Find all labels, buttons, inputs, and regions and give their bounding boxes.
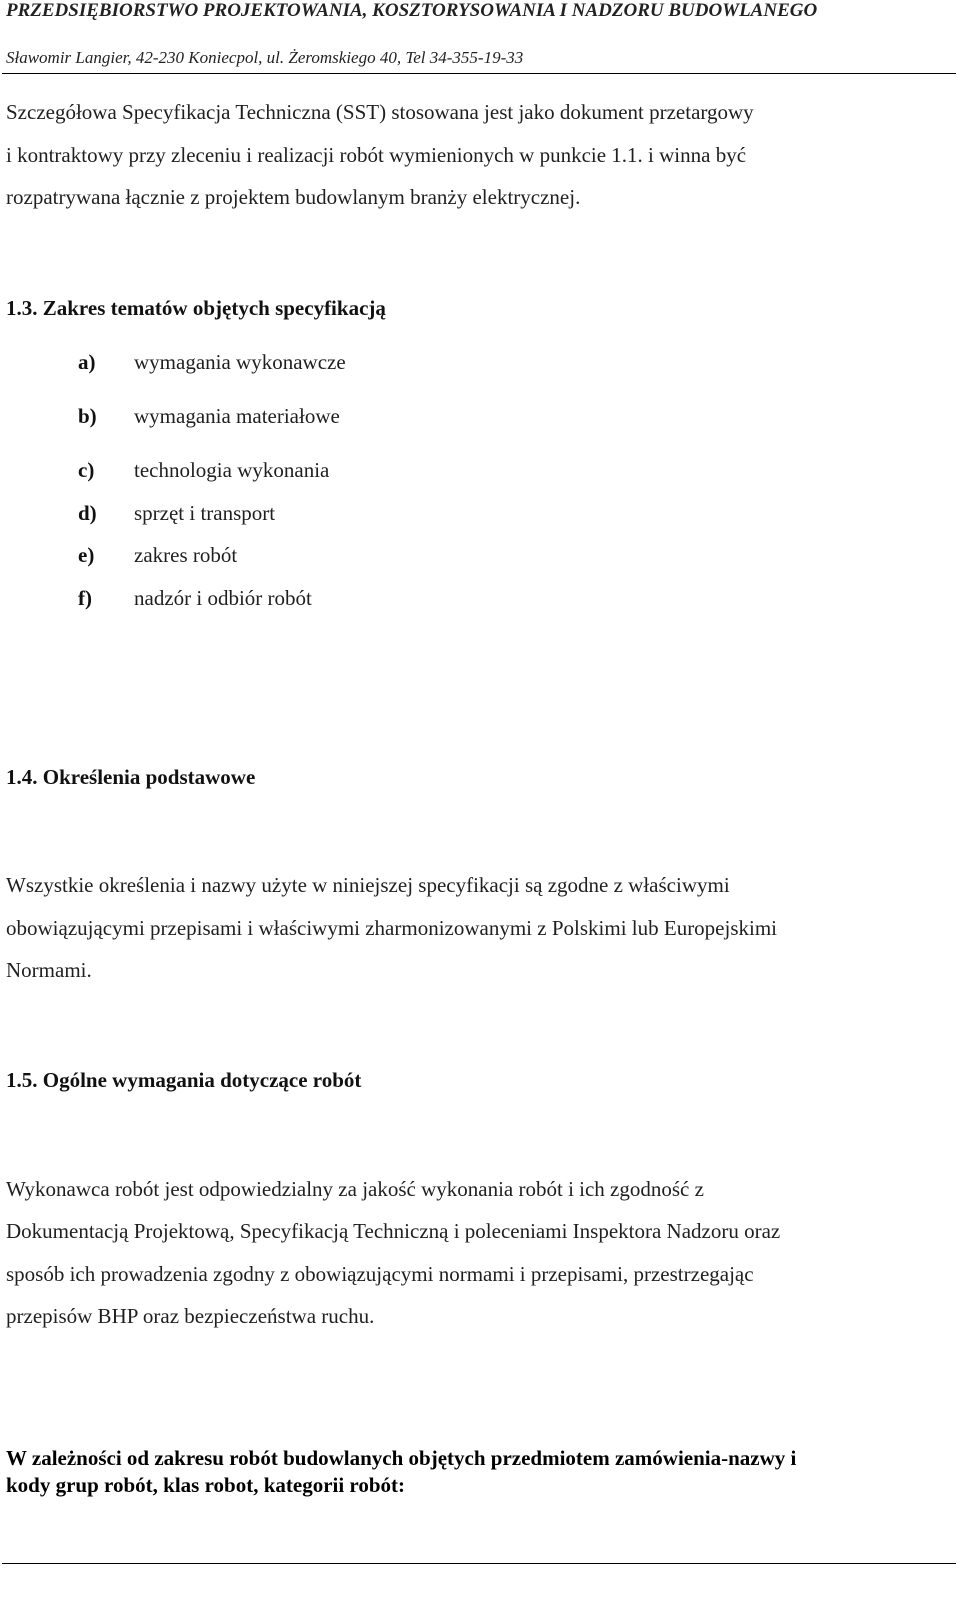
intro-line: rozpatrywana łącznie z projektem budowlanym branży elektrycznej. (6, 185, 581, 209)
list-item-letter: c) (78, 458, 95, 482)
list-item-letter: f) (78, 586, 92, 610)
requirements-line: przepisów BHP oraz bezpieczeństwa ruchu. (6, 1304, 375, 1328)
list-item-text: wymagania materiałowe (134, 404, 340, 428)
definitions-line: Wszystkie określenia i nazwy użyte w niniejszej specyfikacji są zgodne z właściwymi (6, 873, 730, 897)
company-address: Sławomir Langier, 42-230 Koniecpol, ul. Żeromskiego 40, Tel 34-355-19-33 (6, 48, 524, 67)
closing-line: W zależności od zakresu robót budowlanych objętych przedmiotem zamówienia-nazwy i (6, 1446, 797, 1470)
intro-line: Szczegółowa Specyfikacja Techniczna (SST) stosowana jest jako dokument przetargowy (6, 100, 754, 124)
definitions-line: Normami. (6, 958, 92, 982)
requirements-line: Wykonawca robót jest odpowiedzialny za jakość wykonania robót i ich zgodność z (6, 1177, 704, 1201)
list-item-letter: b) (78, 404, 97, 428)
closing-line: kody grup robót, klas robot, kategorii robót: (6, 1473, 406, 1497)
list-item-text: wymagania wykonawcze (134, 350, 346, 374)
list-item-text: technologia wykonania (134, 458, 330, 482)
list-item-letter: e) (78, 543, 95, 567)
list-item-text: nadzór i odbiór robót (134, 586, 312, 610)
requirements-line: Dokumentacją Projektową, Specyfikacją Techniczną i poleceniami Inspektora Nadzoru oraz (6, 1219, 781, 1243)
definitions-line: obowiązującymi przepisami i właściwymi zharmonizowanymi z Polskimi lub Europejskimi (6, 916, 778, 940)
list-item-letter: d) (78, 501, 97, 525)
list-item-text: sprzęt i transport (134, 501, 276, 525)
list-item-letter: a) (78, 350, 96, 374)
intro-line: i kontraktowy przy zleceniu i realizacji robót wymienionych w punkcie 1.1. i winna być (6, 143, 747, 167)
company-name: PRZEDSIĘBIORSTWO PROJEKTOWANIA, KOSZTORYSOWANIA I NADZORU BUDOWLANEGO (6, 0, 818, 21)
list-item-text: zakres robót (134, 543, 238, 567)
section-1-3-heading: 1.3. Zakres tematów objętych specyfikacją (6, 296, 386, 320)
requirements-line: sposób ich prowadzenia zgodny z obowiązującymi normami i przepisami, przestrzegając (6, 1262, 754, 1286)
section-1-4-heading: 1.4. Określenia podstawowe (6, 765, 256, 789)
footer-rule (2, 1563, 956, 1564)
section-1-5-heading: 1.5. Ogólne wymagania dotyczące robót (6, 1068, 362, 1092)
header-rule (2, 73, 956, 74)
